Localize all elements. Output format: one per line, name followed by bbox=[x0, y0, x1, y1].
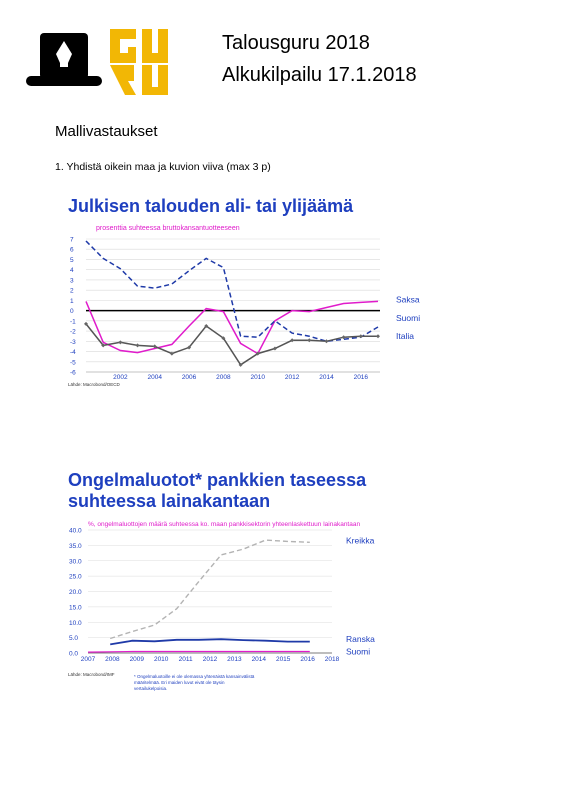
x-tick-label: 2014 bbox=[251, 656, 267, 663]
talousguru-logo bbox=[26, 27, 186, 97]
chart-title-line: Ongelmaluotot* pankkien taseessa bbox=[68, 470, 367, 490]
series-line-saksa bbox=[86, 301, 378, 353]
x-tick-label: 2014 bbox=[319, 374, 334, 381]
footnote-line: * Ongelmaluotoille ei ole olemassa yhtenäistä kansainvälistä bbox=[134, 674, 255, 679]
y-tick-label: -4 bbox=[70, 349, 76, 357]
chart-source: Lähde: Macrobond/IMF bbox=[68, 672, 115, 677]
data-point bbox=[170, 352, 174, 356]
x-tick-label: 2009 bbox=[129, 656, 145, 663]
y-tick-label: 20.0 bbox=[69, 589, 82, 596]
y-tick-label: 7 bbox=[70, 236, 74, 244]
x-tick-label: 2008 bbox=[216, 374, 231, 381]
guru-logo-wordmark bbox=[110, 29, 168, 95]
data-point bbox=[359, 334, 363, 338]
question-text: 1. Yhdistä oikein maa ja kuvion viiva (max 3 p) bbox=[55, 161, 271, 173]
x-tick-label: 2002 bbox=[113, 374, 128, 381]
chart-title-line: suhteessa lainakantaan bbox=[68, 491, 271, 511]
y-tick-label: 15.0 bbox=[69, 604, 82, 612]
chart-source: Lähde: Macrobond/OECD bbox=[68, 382, 120, 387]
x-tick-label: 2011 bbox=[178, 656, 193, 663]
series-label-ranska: Ranska bbox=[346, 633, 375, 644]
y-tick-label: 10.0 bbox=[69, 619, 82, 627]
x-tick-label: 2010 bbox=[250, 374, 265, 381]
series-label-suomi: Suomi bbox=[396, 312, 421, 323]
footnote-line: määritelmää. Eri maiden luvut eivät ole täysin bbox=[134, 680, 225, 685]
data-point bbox=[324, 339, 328, 343]
x-tick-label: 2004 bbox=[147, 374, 162, 381]
x-tick-label: 2016 bbox=[300, 656, 315, 663]
y-tick-label: -1 bbox=[70, 318, 76, 326]
y-tick-label: 1 bbox=[70, 297, 74, 305]
series-label-kreikka: Kreikka bbox=[346, 535, 375, 546]
series-label-italia: Italia bbox=[396, 331, 414, 342]
y-tick-label: 5 bbox=[70, 256, 74, 264]
y-tick-label: -2 bbox=[70, 328, 76, 336]
npl-chart bbox=[62, 466, 382, 706]
y-tick-label: 2 bbox=[70, 287, 74, 295]
x-tick-label: 2012 bbox=[284, 374, 300, 381]
data-point bbox=[307, 338, 311, 342]
x-tick-label: 2008 bbox=[105, 656, 120, 663]
y-tick-label: 40.0 bbox=[69, 527, 82, 535]
chart-subtitle: %, ongelmaluottojen määrä suhteessa ko. maan pankkisektorin yhteenlaskettuun lainakantaan bbox=[88, 521, 361, 528]
x-tick-label: 2016 bbox=[353, 374, 369, 381]
y-tick-label: 6 bbox=[70, 246, 74, 254]
series-line-suomi bbox=[88, 652, 310, 653]
y-tick-label: 5.0 bbox=[69, 635, 79, 643]
y-tick-label: -5 bbox=[70, 359, 76, 367]
x-tick-label: 2006 bbox=[181, 374, 197, 381]
deficit-chart bbox=[62, 192, 432, 402]
y-tick-label: 0 bbox=[70, 308, 74, 316]
y-tick-label: 4 bbox=[70, 267, 74, 275]
x-tick-label: 2012 bbox=[202, 656, 218, 663]
chart-title: Julkisen talouden ali- tai ylijäämä bbox=[68, 196, 354, 216]
y-tick-label: 30.0 bbox=[69, 558, 82, 566]
chart-footnote bbox=[134, 674, 255, 691]
series-label-saksa: Saksa bbox=[396, 294, 420, 305]
series-line-kreikka bbox=[110, 540, 310, 638]
x-tick-label: 2013 bbox=[227, 656, 242, 663]
y-tick-label: 25.0 bbox=[69, 573, 82, 581]
top-hat-icon bbox=[26, 33, 102, 86]
x-tick-label: 2015 bbox=[275, 656, 291, 663]
y-tick-label: -3 bbox=[70, 338, 76, 346]
document-title: Talousguru 2018 bbox=[222, 32, 370, 54]
y-tick-label: 35.0 bbox=[69, 542, 82, 550]
data-point bbox=[136, 343, 140, 347]
data-point bbox=[118, 340, 122, 344]
y-tick-label: -6 bbox=[70, 369, 76, 377]
document-subtitle: Alkukilpailu 17.1.2018 bbox=[222, 64, 417, 86]
y-tick-label: 3 bbox=[70, 277, 74, 285]
y-tick-label: 0.0 bbox=[69, 650, 79, 658]
x-tick-label: 2018 bbox=[324, 656, 340, 663]
series-line-italia bbox=[86, 324, 378, 365]
x-tick-label: 2007 bbox=[80, 656, 96, 663]
x-tick-label: 2010 bbox=[153, 656, 169, 663]
series-label-suomi: Suomi bbox=[346, 646, 371, 657]
data-point bbox=[376, 334, 380, 338]
footnote-line: vertailukelpoisia. bbox=[134, 686, 168, 691]
section-title: Mallivastaukset bbox=[55, 123, 158, 140]
series-line-ranska bbox=[110, 639, 310, 644]
chart-subtitle: prosenttia suhteessa bruttokansantuotteeseen bbox=[96, 225, 240, 232]
